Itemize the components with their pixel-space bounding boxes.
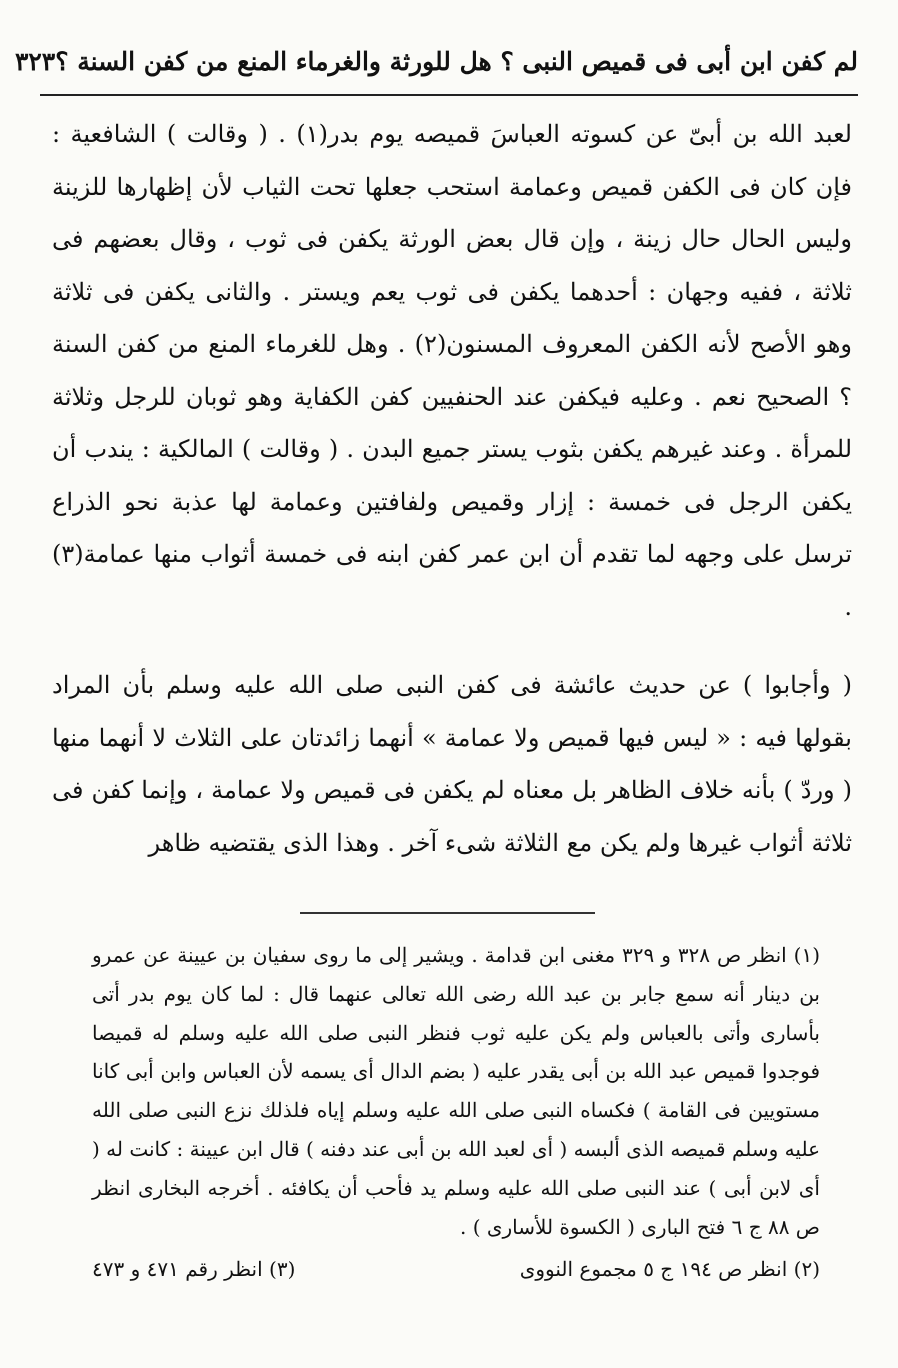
footnote-row [92,1250,820,1289]
footnote-rule [300,912,595,914]
main-text [52,108,852,869]
page-header [14,38,858,84]
footnote-1: (١) انظر ص ٣٢٨ و ٣٢٩ مغنى ابن قدامة . ويشير إلى ما روى سفيان بن عيينة عن عمرو بن دينار أنه سمع جابر بن عبد الله رضى الله تعالى عنهما قال : لما كان يوم بدر أتى بأسارى وأتى بالعباس ولم يكن عليه ثوب فنظر النبى صلى الله عليه وسلم له قميصا فوجدوا قميص عبد الله بن أبى يقدر عليه ( بضم الدال أى يسمه لأن العباس وابن أبى كانا مستويين فى القامة ) فكساه النبى صلى الله عليه وسلم إياه فلذلك نزع النبى صلى الله عليه وسلم قميصه الذى ألبسه ( أى لعبد الله بن أبى عند دفنه ) قال ابن عيينة : كانت له ( أى لابن أبى ) عند النبى صلى الله عليه وسلم يد فأحب أن يكافئه . أخرجه البخارى انظر ص ٨٨ ج ٦ فتح البارى ( الكسوة للأسارى ) . [92,943,821,1239]
page-number: ٣٢٣ [14,46,56,76]
footnotes [92,936,820,1289]
running-title: لم كفن ابن أبى فى قميص النبى ؟ هل للورثة والغرماء المنع من كفن السنة ؟ [55,46,858,76]
footnote-2: (٢) انظر ص ١٩٤ ج ٥ مجموع النووى [519,1257,820,1282]
header-rule [40,94,858,96]
paragraph-1: لعبد الله بن أبىّ عن كسوته العباسَ قميصه يوم بدر(١) . ( وقالت ) الشافعية : فإن كان فى الكفن قميص وعمامة استحب جعلها تحت الثياب لأن إظهارها للزينة وليس الحال حال زينة ، وإن قال بعض الورثة يكفن فى ثوب ، وقال بعضهم فى ثلاثة ، ففيه وجهان : أحدهما يكفن فى ثوب يعم ويستر . والثانى يكفن فى ثلاثة وهو الأصح لأنه الكفن المعروف المسنون(٢) . وهل للغرماء المنع من كفن السنة ؟ الصحيح نعم . وعليه فيكفن عند الحنفيين كفن الكفاية وهو ثوبان للرجل وثلاثة للمرأة . وعند غيرهم يكفن بثوب يستر جميع البدن . ( وقالت ) المالكية : يندب أن يكفن الرجل فى خمسة : إزار وقميص ولفافتين وعمامة لها عذبة نحو الذراع ترسل على وجهه لما تقدم أن ابن عمر كفن ابنه فى خمسة أثواب منها عمامة(٣) . [52,120,852,621]
footnote-3: (٣) انظر رقم ٤٧١ و ٤٧٣ [92,1257,296,1282]
paragraph-2: ( وأجابوا ) عن حديث عائشة فى كفن النبى صلى الله عليه وسلم بأن المراد بقولها فيه : « ليس فيها قميص ولا عمامة » أنهما زائدتان على الثلاث لا أنهما منها ( وردّ ) بأنه خلاف الظاهر بل معناه لم يكفن فى قميص ولا عمامة ، وإنما كفن فى ثلاثة أثواب غيرها ولم يكن مع الثلاثة شىء آخر . وهذا الذى يقتضيه ظاهر [52,671,852,857]
